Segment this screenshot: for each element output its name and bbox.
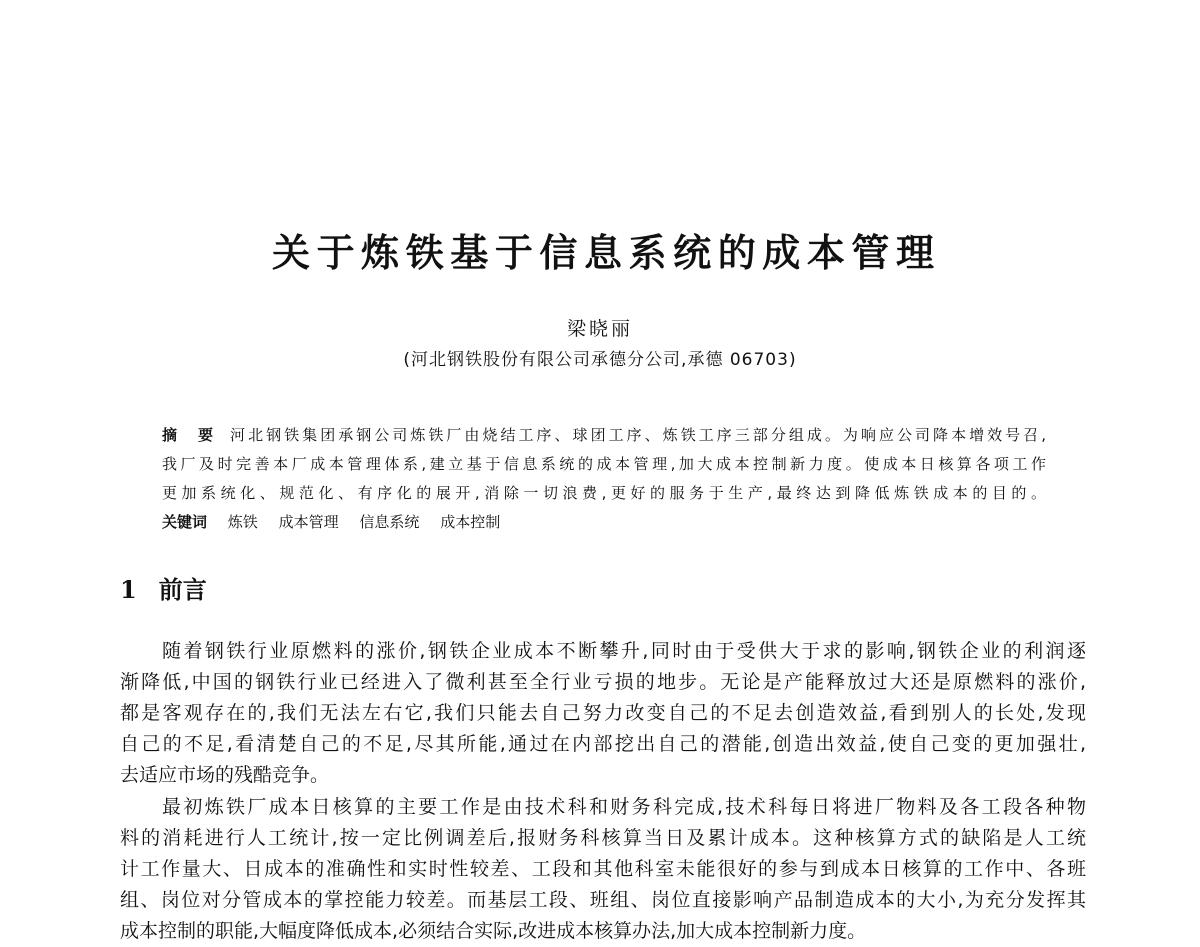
section-title: 前言	[158, 576, 207, 604]
keyword: 成本管理	[278, 513, 339, 531]
section-heading	[120, 570, 207, 605]
body-line: 料的消耗进行人工统计,按一定比例调差后,报财务科核算当日及累计成本。这种核算方式的缺陷是人工统	[120, 827, 1086, 849]
affiliation: (河北钢铁股份有限公司承德分公司,承德 06703)	[403, 350, 797, 370]
abstract-label: 摘 要	[162, 426, 217, 444]
keyword: 炼铁	[227, 513, 258, 531]
body-line: 自己的不足,看清楚自己的不足,尽其所能,通过在内部挖出自己的潜能,创造出效益,使自己变的更加强壮,	[120, 733, 1086, 755]
body-line: 渐降低,中国的钢铁行业已经进入了微利甚至全行业亏损的地步。无论是产能释放过大还是原燃料的涨价,	[120, 671, 1086, 693]
keywords-label: 关键词	[162, 513, 208, 531]
keyword: 成本控制	[440, 513, 501, 531]
keyword: 信息系统	[359, 513, 420, 531]
section-number: 1	[120, 575, 137, 604]
abstract-line: 我厂及时完善本厂成本管理体系,建立基于信息系统的成本管理,加大成本控制新力度。使成本日核算各项工作	[162, 455, 1046, 473]
body-line: 去适应市场的残酷竞争。	[120, 764, 330, 786]
body-line: 组、岗位对分管成本的掌控能力较差。而基层工段、班组、岗位直接影响产品制造成本的大小,为充分发挥其	[120, 889, 1086, 911]
body-line: 随着钢铁行业原燃料的涨价,钢铁企业成本不断攀升,同时由于受供大于求的影响,钢铁企业的利润逐	[162, 640, 1086, 662]
abstract-line	[162, 424, 1046, 445]
body-line: 最初炼铁厂成本日核算的主要工作是由技术科和财务科完成,技术科每日将进厂物料及各工段各种物	[162, 796, 1086, 818]
body-line: 都是客观存在的,我们无法左右它,我们只能去自己努力改变自己的不足去创造效益,看到别人的长处,发现	[120, 702, 1086, 724]
body-line: 计工作量大、日成本的准确性和实时性较差、工段和其他科室未能很好的参与到成本日核算的工作中、各班	[120, 858, 1086, 880]
author: 梁晓丽	[566, 318, 633, 340]
keywords	[162, 511, 516, 532]
body-line: 成本控制的职能,大幅度降低成本,必须结合实际,改进成本核算办法,加大成本控制新力度。	[120, 920, 867, 942]
abstract-text: 河北钢铁集团承钢公司炼铁厂由烧结工序、球团工序、炼铁工序三部分组成。为响应公司降本增效号召,	[230, 426, 1046, 444]
paper-title: 关于炼铁基于信息系统的成本管理	[272, 231, 934, 275]
abstract-line: 更加系统化、规范化、有序化的展开,消除一切浪费,更好的服务于生产,最终达到降低炼铁成本的目的。	[162, 484, 1046, 502]
